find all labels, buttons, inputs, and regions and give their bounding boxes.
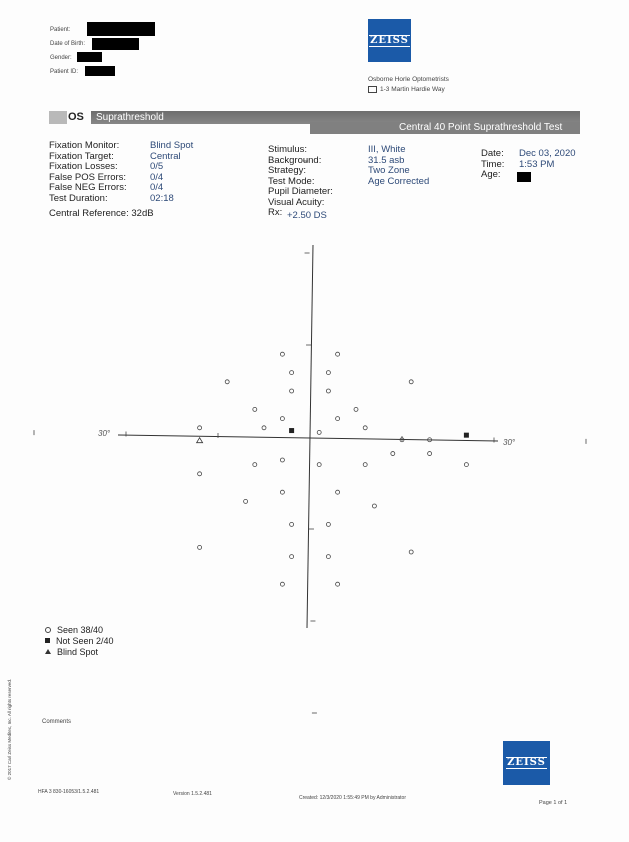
param-label: False NEG Errors: [49,182,127,193]
param-label: Test Mode: [268,175,315,187]
field-points [197,352,469,586]
not-seen-point [289,428,294,433]
param-label: Stimulus: [268,144,308,155]
seen-point [253,463,257,467]
triangle-icon [45,649,51,654]
circle-icon [45,627,51,633]
seen-point [391,452,395,456]
seen-point [198,426,202,430]
param-label: False POS Errors: [49,171,127,183]
practice-name: Osborne Horle Optometrists [368,76,449,83]
test-type: Suprathreshold [96,112,164,123]
seen-point [326,371,330,375]
seen-point [354,407,358,411]
version: Version 1.5.2.481 [173,791,212,797]
seen-point [372,504,376,508]
comments-label: Comments [42,719,72,725]
seen-point [363,463,367,467]
param-label: Test Duration: [49,192,108,204]
vertical-axis [307,245,313,628]
patient-label: Patient: [50,27,71,33]
seen-point [290,389,294,393]
seen-point [262,426,266,430]
param-label: Fixation Monitor: [49,140,120,151]
legend-not-seen: Not Seen 2/40 [45,635,114,646]
seen-point [225,380,229,384]
param-value: 0/4 [150,182,164,193]
seen-point [336,490,340,494]
test-name: Central 40 Point Suprathreshold Test [399,122,563,133]
param-value: Age Corrected [368,175,430,187]
seen-point [409,550,413,554]
seen-point [290,371,294,375]
legend [45,624,114,657]
seen-point [198,472,202,476]
param-value: 31.5 asb [368,154,405,166]
param-label: Visual Acuity: [268,196,325,208]
param-label: Date: [481,148,504,159]
seen-point [363,426,367,430]
param-label: Age: [481,169,501,180]
zeiss-logo: ZEISS [368,19,411,62]
seen-point [244,499,248,503]
seen-point [336,582,340,586]
seen-point [326,522,330,526]
param-label: Background: [268,154,322,166]
seen-point [428,452,432,456]
param-label: Time: [481,158,505,170]
created-stamp: Created: 12/3/2020 1:55:49 PM by Administrator [299,795,407,801]
param-label: Pupil Diameter: [268,186,333,197]
seen-point [336,417,340,421]
zeiss-logo-footer: ZEISS [503,741,550,785]
seen-point [317,430,321,434]
seen-point [326,389,330,393]
seen-point [336,352,340,356]
param-value: 0/5 [150,161,164,172]
legend-blind-spot: Blind Spot [45,646,114,657]
param-value: Dec 03, 2020 [519,148,576,159]
seen-point [280,417,284,421]
seen-point [280,352,284,356]
patient-id-label: Patient ID: [50,69,79,75]
param-value: Blind Spot [150,140,194,151]
seen-point [317,463,321,467]
seen-point [280,458,284,462]
seen-point [253,407,257,411]
hfa-serial: HFA 3 830-16053/1.5.2.481 [38,789,100,795]
seen-point [326,555,330,559]
seen-point [409,380,413,384]
horizontal-axis [118,435,498,441]
central-reference: Central Reference: 32dB [49,208,154,219]
param-value: 1:53 PM [519,158,555,170]
param-value: 02:18 [150,192,174,204]
legend-seen: Seen 38/40 [45,624,114,635]
param-label: Strategy: [268,165,307,176]
square-icon [45,638,50,643]
dob-label: Date of Birth: [50,41,86,47]
eye-label: OS [68,111,84,123]
param-label: Fixation Target: [49,150,114,162]
seen-point [198,545,202,549]
seen-point [280,490,284,494]
param-value: III, White [368,144,406,155]
axis-left-label: 30° [98,429,111,438]
param-value: Central [150,150,181,162]
param-value: 0/4 [150,171,164,183]
blind-spot-point [197,438,203,443]
not-seen-point [464,433,469,438]
copyright-side-text: © 2017 Carl Zeiss Meditec, Inc. All rights reserved. [7,678,12,780]
seen-point [290,555,294,559]
gender-label: Gender: [50,55,72,61]
param-label: Rx: [268,207,283,218]
param-label: Fixation Losses: [49,161,118,172]
param-value: Two Zone [368,165,410,176]
axis-right-label: 30° [503,438,516,447]
seen-point [290,522,294,526]
practice-address: 1-3 Martin Hardie Way [380,86,445,94]
seen-point [464,463,468,467]
seen-point [280,582,284,586]
rx-value: +2.50 DS [287,210,327,221]
page-number: Page 1 of 1 [539,800,568,806]
